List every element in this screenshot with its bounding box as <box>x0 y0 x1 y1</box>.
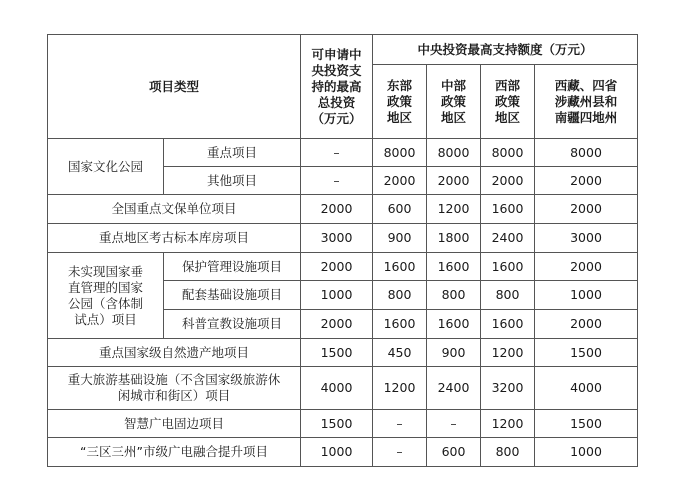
row-label: 全国重点文保单位项目 <box>48 195 301 224</box>
cell-central: 1800 <box>427 224 481 253</box>
cell-east: 8000 <box>373 139 427 167</box>
table-row <box>48 195 638 224</box>
header-max-total: 可申请中 央投资支 持的最高 总投资 （万元） <box>301 35 373 139</box>
cell-west: 800 <box>481 281 535 310</box>
row-label: 重大旅游基础设施（不含国家级旅游休 闲城市和街区）项目 <box>48 367 301 410</box>
row-label: 重点项目 <box>164 139 301 167</box>
row-label: 配套基础设施项目 <box>164 281 301 310</box>
cell-west: 1600 <box>481 253 535 281</box>
cell-east: 2000 <box>373 167 427 195</box>
table-row <box>48 438 638 467</box>
cell-total: 2000 <box>301 195 373 224</box>
cell-tibet: 1500 <box>535 410 638 438</box>
row-label: 重点地区考古标本库房项目 <box>48 224 301 253</box>
table-row <box>48 410 638 438</box>
row-label: 智慧广电固边项目 <box>48 410 301 438</box>
cell-tibet: 4000 <box>535 367 638 410</box>
header-region-east: 东部 政策 地区 <box>373 65 427 139</box>
cell-west: 1200 <box>481 339 535 367</box>
cell-central: 1200 <box>427 195 481 224</box>
cell-east: 450 <box>373 339 427 367</box>
header-project-type: 项目类型 <box>48 35 301 139</box>
cell-tibet: 1000 <box>535 438 638 467</box>
table-row <box>48 367 638 410</box>
cell-east: 1200 <box>373 367 427 410</box>
row-label: 保护管理设施项目 <box>164 253 301 281</box>
cell-tibet: 2000 <box>535 310 638 339</box>
cell-west: 2400 <box>481 224 535 253</box>
cell-central: 2000 <box>427 167 481 195</box>
row-label: 重点国家级自然遗产地项目 <box>48 339 301 367</box>
cell-tibet: 2000 <box>535 195 638 224</box>
cell-east: 900 <box>373 224 427 253</box>
cell-central: 900 <box>427 339 481 367</box>
table-row <box>48 253 638 281</box>
cell-total: 1000 <box>301 281 373 310</box>
header-region-west: 西部 政策 地区 <box>481 65 535 139</box>
cell-west: 800 <box>481 438 535 467</box>
cell-west: 3200 <box>481 367 535 410</box>
cell-tibet: 8000 <box>535 139 638 167</box>
cell-total: – <box>301 139 373 167</box>
cell-central: 8000 <box>427 139 481 167</box>
cell-tibet: 3000 <box>535 224 638 253</box>
cell-tibet: 1500 <box>535 339 638 367</box>
table-row <box>48 224 638 253</box>
header-region-tibet: 西藏、四省 涉藏州县和 南疆四地州 <box>535 65 638 139</box>
table-row <box>48 139 638 167</box>
table-row <box>48 339 638 367</box>
cell-total: 4000 <box>301 367 373 410</box>
cell-east: 800 <box>373 281 427 310</box>
cell-central: 800 <box>427 281 481 310</box>
cell-total: 2000 <box>301 310 373 339</box>
cell-tibet: 2000 <box>535 253 638 281</box>
cell-east: 1600 <box>373 253 427 281</box>
cell-east: – <box>373 410 427 438</box>
cell-central: 1600 <box>427 253 481 281</box>
cell-total: – <box>301 167 373 195</box>
cell-central: 2400 <box>427 367 481 410</box>
row-label: 科普宣教设施项目 <box>164 310 301 339</box>
header-region-central: 中部 政策 地区 <box>427 65 481 139</box>
cell-west: 1600 <box>481 310 535 339</box>
cell-central: 1600 <box>427 310 481 339</box>
cell-tibet: 1000 <box>535 281 638 310</box>
cell-tibet: 2000 <box>535 167 638 195</box>
cell-west: 1200 <box>481 410 535 438</box>
cell-total: 1000 <box>301 438 373 467</box>
cell-east: 600 <box>373 195 427 224</box>
group-national-park: 未实现国家垂 直管理的国家 公园（含体制 试点）项目 <box>48 253 164 339</box>
cell-total: 1500 <box>301 339 373 367</box>
cell-central: – <box>427 410 481 438</box>
cell-east: – <box>373 438 427 467</box>
cell-total: 3000 <box>301 224 373 253</box>
cell-total: 1500 <box>301 410 373 438</box>
cell-west: 8000 <box>481 139 535 167</box>
group-cultural-park: 国家文化公园 <box>48 139 164 195</box>
investment-table <box>47 34 638 467</box>
row-label: 其他项目 <box>164 167 301 195</box>
header-central-max: 中央投资最高支持额度（万元） <box>373 35 638 65</box>
row-label: “三区三州”市级广电融合提升项目 <box>48 438 301 467</box>
cell-east: 1600 <box>373 310 427 339</box>
cell-west: 1600 <box>481 195 535 224</box>
cell-west: 2000 <box>481 167 535 195</box>
cell-total: 2000 <box>301 253 373 281</box>
cell-central: 600 <box>427 438 481 467</box>
